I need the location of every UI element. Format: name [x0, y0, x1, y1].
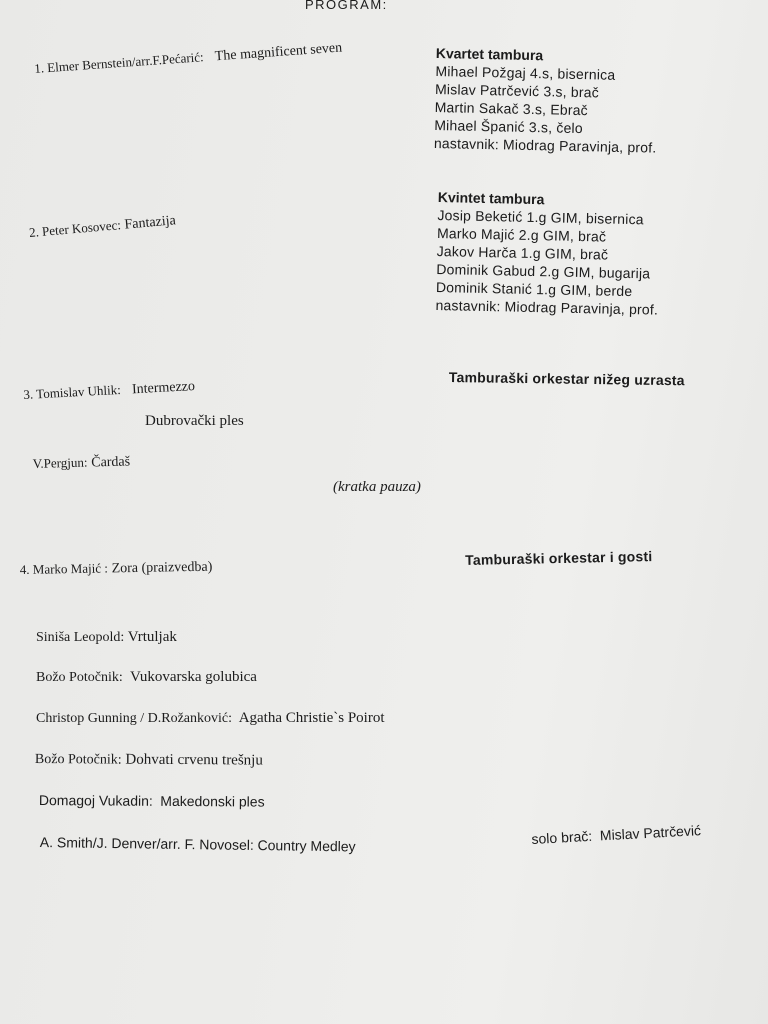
- program-item-label: 3. Tomislav Uhlik:: [23, 381, 122, 403]
- ensemble-member: Dominik Stanić 1.g GIM, berde: [435, 278, 633, 300]
- program-item-piece: Intermezzo: [131, 379, 196, 398]
- program-item-2: [28, 211, 176, 243]
- ensemble-member: Mislav Patrčević 3.s, brač: [434, 80, 600, 101]
- program-item-piece: Country Medley: [257, 837, 356, 855]
- ensemble-member: Jakov Harča 1.g GIM, brač: [436, 242, 609, 263]
- pause-note: (kratka pauza): [333, 479, 421, 495]
- program-item-label: V.Pergjun:: [32, 454, 88, 472]
- program-item-country-medley: [40, 833, 356, 856]
- solo-label: solo brač:: [531, 827, 593, 848]
- program-item-3: [23, 377, 195, 405]
- ensemble-member: Martin Sakač 3.s, Ebrač: [434, 98, 589, 119]
- program-title: PROGRAM:: [305, 0, 388, 12]
- program-item-piece: The magnificent seven: [214, 40, 343, 65]
- program-item-piece: Dubrovački ples: [145, 413, 244, 429]
- ensemble-kvartet: [434, 44, 659, 157]
- program-item-label: 4. Marko Majić :: [19, 560, 109, 578]
- program-item-dohvati: [35, 750, 263, 771]
- program-item-3b: [145, 412, 244, 430]
- ensemble-teacher: nastavnik: Miodrag Paravinja, prof.: [433, 134, 657, 156]
- program-item-makedonski-ples: [39, 791, 265, 812]
- program-item-vrtuljak: [36, 628, 177, 647]
- ensemble-member: Josip Beketić 1.g GIM, bisernica: [437, 206, 644, 228]
- program-item-3c: [33, 452, 131, 474]
- program-item-4: [20, 558, 213, 580]
- program-item-label: Siniša Leopold:: [36, 630, 125, 645]
- ensemble-member: Mihael Požgaj 4.s, bisernica: [435, 62, 616, 83]
- program-item-label: Božo Potočnik:: [34, 751, 122, 768]
- program-item-piece: Agatha Christie`s Poirot: [238, 710, 385, 726]
- ensemble-kvintet: [435, 188, 660, 319]
- program-item-1: [34, 39, 343, 79]
- program-item-piece: Zora (praizvedba): [111, 559, 213, 577]
- ensemble-orkestar-nizeg-uzrasta: Tamburaški orkestar nižeg uzrasta: [448, 368, 685, 389]
- program-item-label: 1. Elmer Bernstein/arr.F.Pećarić:: [33, 49, 205, 77]
- ensemble-member: Dominik Gabud 2.g GIM, bugarija: [436, 260, 651, 282]
- solo-name: Mislav Patrčević: [599, 822, 702, 844]
- ensemble-teacher: nastavnik: Miodrag Paravinja, prof.: [435, 296, 659, 318]
- ensemble-orkestar-i-gosti: Tamburaški orkestar i gosti: [465, 548, 653, 568]
- program-item-label: A. Smith/J. Denver/arr. F. Novosel:: [39, 833, 254, 853]
- program-item-piece: Vrtuljak: [127, 629, 177, 645]
- ensemble-title: Kvintet tambura: [437, 188, 545, 208]
- program-item-label: 2. Peter Kosovec:: [28, 217, 122, 241]
- program-item-piece: Fantazija: [123, 213, 177, 233]
- program-item-label: Christop Gunning / D.Rožanković:: [36, 711, 232, 726]
- program-item-piece: Vukovarska golubica: [129, 669, 257, 685]
- program-item-vukovarska-golubica: [36, 668, 257, 687]
- ensemble-member: Mihael Španić 3.s, čelo: [434, 116, 584, 137]
- program-item-label: Božo Potočnik:: [36, 670, 123, 685]
- ensemble-member: Marko Majić 2.g GIM, brač: [436, 224, 607, 245]
- program-item-poirot: [36, 709, 385, 728]
- ensemble-title: Kvartet tambura: [435, 44, 544, 64]
- program-item-piece: Dohvati crvenu trešnju: [125, 751, 263, 769]
- solo-credit: [531, 821, 701, 848]
- program-item-label: Domagoj Vukadin:: [38, 792, 153, 809]
- program-item-piece: Čardaš: [91, 454, 131, 471]
- program-item-piece: Makedonski ples: [160, 792, 265, 810]
